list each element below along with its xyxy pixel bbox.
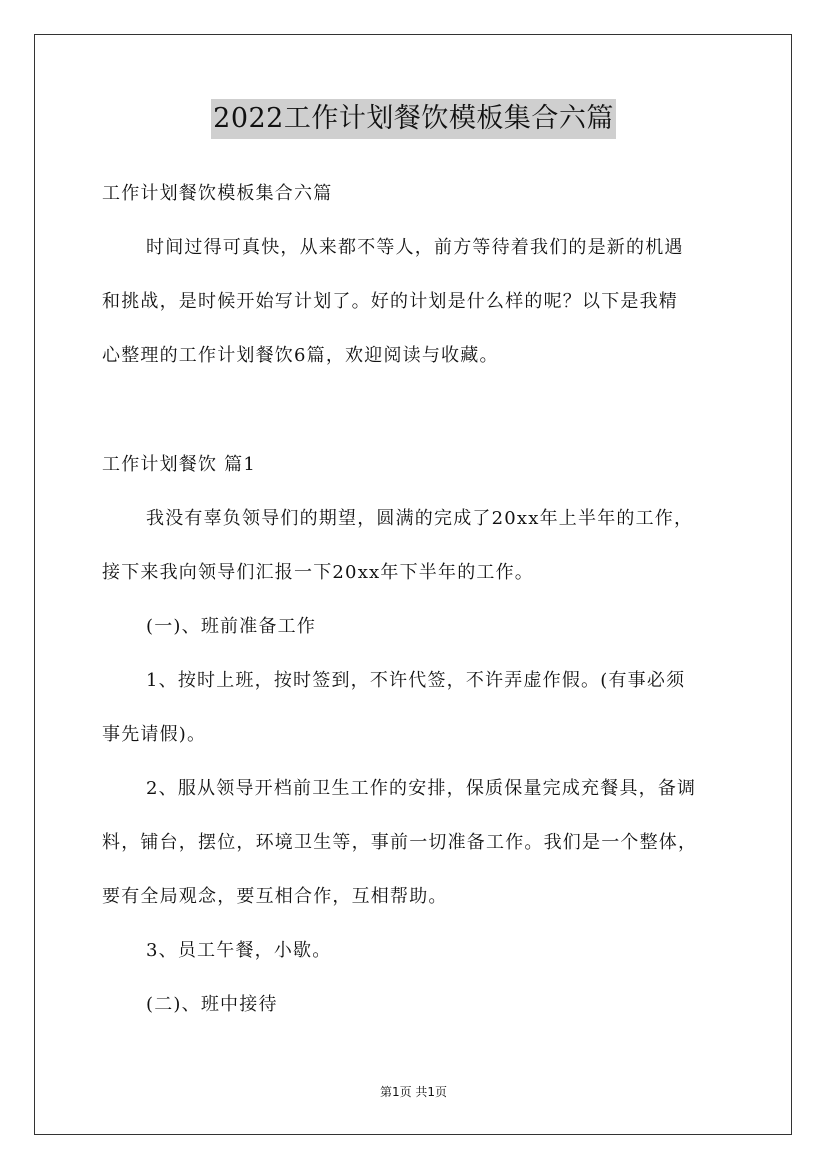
body-line-8: 要有全局观念，要互相合作，互相帮助。 (102, 886, 448, 907)
document-title: 2022工作计划餐饮模板集合六篇 (211, 99, 616, 139)
title-container (0, 99, 827, 139)
body-line-1: 我没有辜负领导们的期望，圆满的完成了20xx年上半年的工作， (146, 508, 694, 529)
body-line-3: (一)、班前准备工作 (146, 616, 317, 637)
body-line-10: (二)、班中接待 (146, 994, 278, 1015)
page-footer: 第1页 共1页 (379, 1085, 448, 1099)
intro-line-1: 时间过得可真快，从来都不等人，前方等待着我们的是新的机遇 (146, 237, 684, 258)
body-line-7: 料，铺台，摆位，环境卫生等，事前一切准备工作。我们是一个整体， (102, 832, 698, 853)
body-line-2: 接下来我向领导们汇报一下20xx年下半年的工作。 (102, 562, 535, 583)
body-line-9: 3、员工午餐，小歇。 (146, 940, 332, 961)
body-line-4: 1、按时上班，按时签到，不许代签，不许弄虚作假。(有事必须 (146, 670, 686, 691)
body-line-5: 事先请假)。 (102, 724, 207, 745)
intro-line-3: 心整理的工作计划餐饮6篇，欢迎阅读与收藏。 (102, 345, 499, 366)
body-line-6: 2、服从领导开档前卫生工作的安排，保质保量完成充餐具，备调 (146, 778, 697, 799)
section-heading: 工作计划餐饮 篇1 (102, 454, 256, 475)
document-subtitle: 工作计划餐饮模板集合六篇 (102, 183, 333, 204)
intro-line-2: 和挑战，是时候开始写计划了。好的计划是什么样的呢？以下是我精 (102, 291, 678, 312)
